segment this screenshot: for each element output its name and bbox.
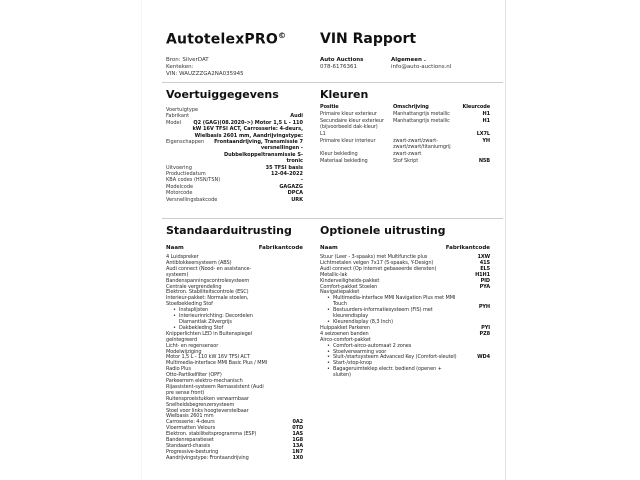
equipment-code: PYI [481, 324, 490, 331]
bullet-icon: • [173, 307, 176, 314]
equipment-name: Airco-comfort-pakket [320, 336, 371, 343]
equipment-name: Otto-Partikelfilter (OPF) [166, 372, 222, 379]
equipment-name: 4 Luidspreker [166, 254, 199, 260]
spec-row [166, 197, 303, 203]
section-divider [162, 218, 503, 219]
equipment-code: 1XW [477, 254, 490, 260]
bullet-text: Stoelverwarming voor [333, 348, 387, 355]
equipment-name: Metallic-lak [320, 271, 348, 278]
equipment-item [166, 385, 303, 397]
bullet-icon: • [327, 318, 330, 325]
color-position: L1 [320, 131, 326, 137]
bullet-icon: • [327, 360, 330, 367]
contact-block [391, 57, 501, 71]
color-position: Primaire kleur interieur [320, 138, 376, 144]
spec-label: Modelcode [166, 183, 194, 190]
equipment-item [166, 267, 303, 279]
color-row [320, 158, 490, 164]
equipment-name: Stoel voor links hoogteverstelbaar [166, 407, 249, 414]
bullet-text: Interieurinrichting: Decordelen Diamantlak Zilvergrijs [179, 313, 253, 325]
color-row [320, 151, 490, 157]
spec-row [166, 120, 303, 139]
color-description: Manhattangrijs metallic [393, 118, 450, 124]
equipment-name: Licht- en regensensor [166, 342, 219, 349]
colors-table-header [320, 104, 490, 110]
spec-value: DPCA [287, 190, 303, 197]
spec-value: 35 TFSI basis [265, 164, 303, 171]
bullet-text: Bagageruimteklep electr. bediend (openen + sluiten) [333, 366, 442, 379]
equipment-item [166, 296, 303, 331]
equipment-name: Hulppakket Parkeren [320, 324, 370, 331]
brand-logo-text [166, 31, 286, 48]
spec-value: - [300, 177, 303, 184]
equipment-code: 1G8 [292, 437, 303, 444]
color-code: H1 [482, 118, 490, 124]
equipment-code: PZ8 [479, 330, 490, 337]
vehicle-specs-rows [166, 107, 303, 203]
bullet-icon: • [327, 366, 330, 373]
equipment-name: 4 seizoenen banden [320, 330, 369, 337]
spec-label: Voertuigtype [166, 107, 199, 113]
spec-value: GAGAZG [279, 183, 303, 190]
company-phone: 078-6176361 [320, 64, 357, 70]
equipment-name: Knipperlichten LED in Buitenspiegel geïntegreerd [166, 330, 252, 343]
spec-value: URK [291, 196, 303, 203]
colors-table [320, 104, 490, 165]
header-divider [162, 82, 503, 83]
bullet-icon: • [327, 307, 330, 314]
spec-label: Motorcode [166, 190, 193, 197]
equipment-name-block [320, 338, 464, 379]
equipment-name: Vloermatten Velours [166, 425, 216, 432]
company-name: Auto Auctions [320, 57, 364, 63]
bullet-icon: • [173, 324, 176, 331]
equipment-name-block [320, 290, 464, 325]
document-title: VIN Rapport [320, 31, 417, 47]
brand-name: AutotelexPRO [166, 31, 278, 48]
section-title-standard-equipment: Standaarduitrusting [166, 224, 292, 237]
colors-table-body [320, 111, 490, 164]
equipment-name: Multimedia-interface MMI Basic Plus / MMI Radio Plus [166, 360, 268, 373]
bullet-text: Instaplijsten [179, 307, 209, 314]
bullet-text: Kleurendisplay (8,3 Inch) [333, 318, 393, 325]
color-description: Stof Skript [393, 158, 419, 164]
bullet-icon: • [327, 354, 330, 361]
bullet-text: Start-/stop-knop [333, 360, 373, 367]
equipment-name: Bandenreparatieset [166, 437, 214, 444]
color-code: YH [482, 138, 490, 144]
equipment-name-block [166, 385, 277, 397]
spec-value: Q2 (GAG)(08.2020->) Motor 1,5 L - 110 kW 16V TFSI ACT, Carrosserie: 4-deurs, Wielbasis 2601 mm, Aandrijvingstype: [192, 119, 303, 139]
equipment-code: 1N7 [292, 448, 303, 455]
contact-email: info@auto-auctions.nl [391, 64, 452, 70]
spec-value: Audi [290, 113, 303, 120]
bullet-text: Bestuurders-informatiesysteem (FIS) met kleurendisplay [333, 307, 433, 320]
equipment-code: 0A2 [292, 419, 303, 426]
company-block [320, 57, 388, 71]
bullet-text: Sluit-/startsysteem Advanced Key (Comfort-sleutel) [333, 354, 457, 361]
spec-label: Model [166, 119, 182, 126]
spec-label: KBA codes (HSN/TSN) [166, 177, 221, 184]
colors-header-code: Kleurcode [462, 104, 490, 110]
spec-value: Frontaandrijving, Transmissie 7 versnellingen - Dubbelkoppeltransmissie S-tronic [214, 139, 303, 165]
equipment-name: Ruitensproeistukken verwarmbaar [166, 395, 249, 402]
equipment-code: PYH [478, 304, 490, 311]
bullet-icon: • [327, 342, 330, 349]
optional-header-code: Fabrikantcode [445, 245, 490, 251]
vin-line: VIN: WAUZZZGA2NA035945 [166, 71, 244, 77]
equipment-name: Motor 1,5 L - 110 kW 16V TFSI ACT [166, 354, 250, 361]
spec-label: Versnellingsbakcode [166, 196, 218, 203]
equipment-item [320, 338, 490, 379]
equipment-name: Standaard-chassis [166, 443, 211, 449]
standard-equipment-list [166, 255, 303, 462]
equipment-name: Elektron. Stabiliteitscontrole (ESC) [166, 289, 249, 296]
equipment-name: Centrale vergrendeling [166, 283, 222, 290]
equipment-code: PID [480, 277, 490, 284]
color-row [320, 118, 490, 130]
spec-label: Productiedatum [166, 171, 206, 178]
equipment-name: Audi connect (Op internet gebaseerde diensten) [320, 265, 437, 272]
equipment-name: Wielbasis 2601 mm [166, 413, 214, 420]
equipment-name: Navigatiepakket [320, 289, 360, 296]
spec-label: Eigenschappen [166, 139, 205, 146]
bullet-icon: • [327, 348, 330, 355]
section-title-optional-equipment: Optionele uitrusting [320, 224, 446, 237]
colors-header-position: Positie [320, 104, 339, 110]
bullet-text: Comfort-airco-automaat 2 zones [333, 342, 412, 349]
equipment-name-block [166, 296, 277, 331]
equipment-code: EL5 [480, 265, 490, 272]
section-title-colors: Kleuren [320, 88, 369, 101]
color-row [320, 111, 490, 117]
color-description: zwart-zwart [393, 151, 422, 157]
contact-label: Algemeen . [391, 57, 426, 63]
page-left-edge [141, 0, 142, 480]
equipment-name: Rijassistent-systeem Remassistent (Audi pre sense front) [166, 383, 264, 396]
equipment-code: 0TD [292, 425, 303, 432]
equipment-name-block [166, 456, 277, 462]
standard-header-name: Naam [166, 245, 184, 251]
equipment-name: Interieur-pakket: Normale stoelen, Stoelbekleding Stof [166, 295, 249, 308]
equipment-name: Carrosserie: 4-deurs [166, 419, 215, 426]
color-description: zwart-zwart/zwart-zwart/zwart/titaniumgrij [393, 138, 451, 150]
equipment-name: Parkeerrem elektro-mechanisch [166, 378, 243, 385]
spec-label: Fabrikant [166, 113, 190, 120]
standard-equipment-header [166, 245, 303, 251]
equipment-name: Snelheidsbegrenzersysteem [166, 401, 235, 408]
equipment-name: Progressive-besturing [166, 448, 219, 455]
color-row [320, 138, 490, 150]
equipment-name: Bandenspanningscontrolesysteem [166, 277, 250, 284]
bullet-text: Dakbekleding Stof [179, 324, 224, 331]
optional-equipment-header [320, 245, 490, 251]
equipment-name: Kinderveiligheids-pakket [320, 277, 380, 284]
equipment-name: Comfort-pakket Stoelen [320, 283, 378, 290]
color-code: N5B [478, 158, 490, 164]
spec-row [166, 139, 303, 165]
color-code: H1 [482, 111, 490, 117]
equipment-code: 41S [479, 259, 490, 266]
equipment-name: Modelwijziging [166, 348, 202, 355]
color-position: Kleur bekleding [320, 151, 358, 157]
equipment-item [166, 456, 303, 462]
spec-value: 12-04-2022 [271, 171, 303, 178]
bullet-icon: • [173, 313, 176, 320]
page-right-edge [505, 0, 506, 480]
equipment-code: 1X0 [292, 454, 303, 461]
color-code: LX7L [476, 131, 490, 137]
equipment-item [320, 290, 490, 325]
source-line: Bron: SilverDAT [166, 57, 209, 63]
color-position: Primaire kleur exterieur [320, 111, 377, 117]
equipment-code: WD4 [477, 354, 490, 361]
license-plate-line: Kenteken: [166, 64, 194, 70]
equipment-name: Audi connect (Nood- en assistance-systeem) [166, 265, 252, 278]
vehicle-identity-block [166, 57, 316, 78]
equipment-name-block [166, 332, 277, 344]
colors-header-description: Omschrijving [393, 104, 429, 110]
equipment-item [166, 332, 303, 344]
equipment-name-block [166, 267, 277, 279]
equipment-name: Antiblokkeersysteem (ABS) [166, 259, 232, 266]
equipment-code: 1AS [292, 431, 303, 438]
equipment-bullet [320, 367, 460, 379]
color-position: Materiaal bekleding [320, 158, 368, 164]
copyright-symbol: © [277, 31, 287, 40]
standard-header-code: Fabrikantcode [258, 245, 303, 251]
equipment-name: Aandrijvingstype: Frontaandrijving [166, 454, 249, 461]
optional-header-name: Naam [320, 245, 338, 251]
color-position: Secundaire kleur exterieur (bijvoorbeeld dak-kleur) [320, 118, 384, 130]
optional-equipment-list [320, 255, 490, 379]
color-description: Manhattangrijs metallic [393, 111, 450, 117]
color-row [320, 131, 490, 137]
equipment-name: Stuur (Leer - 3-spaaks) met Multifunctie plus [320, 254, 428, 260]
spec-label: Uitvoering [166, 164, 192, 171]
equipment-name: Elektron. stabiliteitsprogramma (ESP) [166, 431, 257, 438]
equipment-name: Lichtmetalen velgen 7x17 (5-spaaks, Y-Design) [320, 259, 434, 266]
section-title-vehicle-data: Voertuiggegevens [166, 88, 279, 101]
equipment-code: PYA [479, 283, 490, 290]
equipment-code: H1H1 [475, 271, 490, 278]
equipment-code: 13A [292, 443, 303, 449]
bullet-icon: • [327, 295, 330, 302]
bullet-text: Multimedia-interface MMI Navigation Plus met MMI Touch [333, 295, 456, 308]
